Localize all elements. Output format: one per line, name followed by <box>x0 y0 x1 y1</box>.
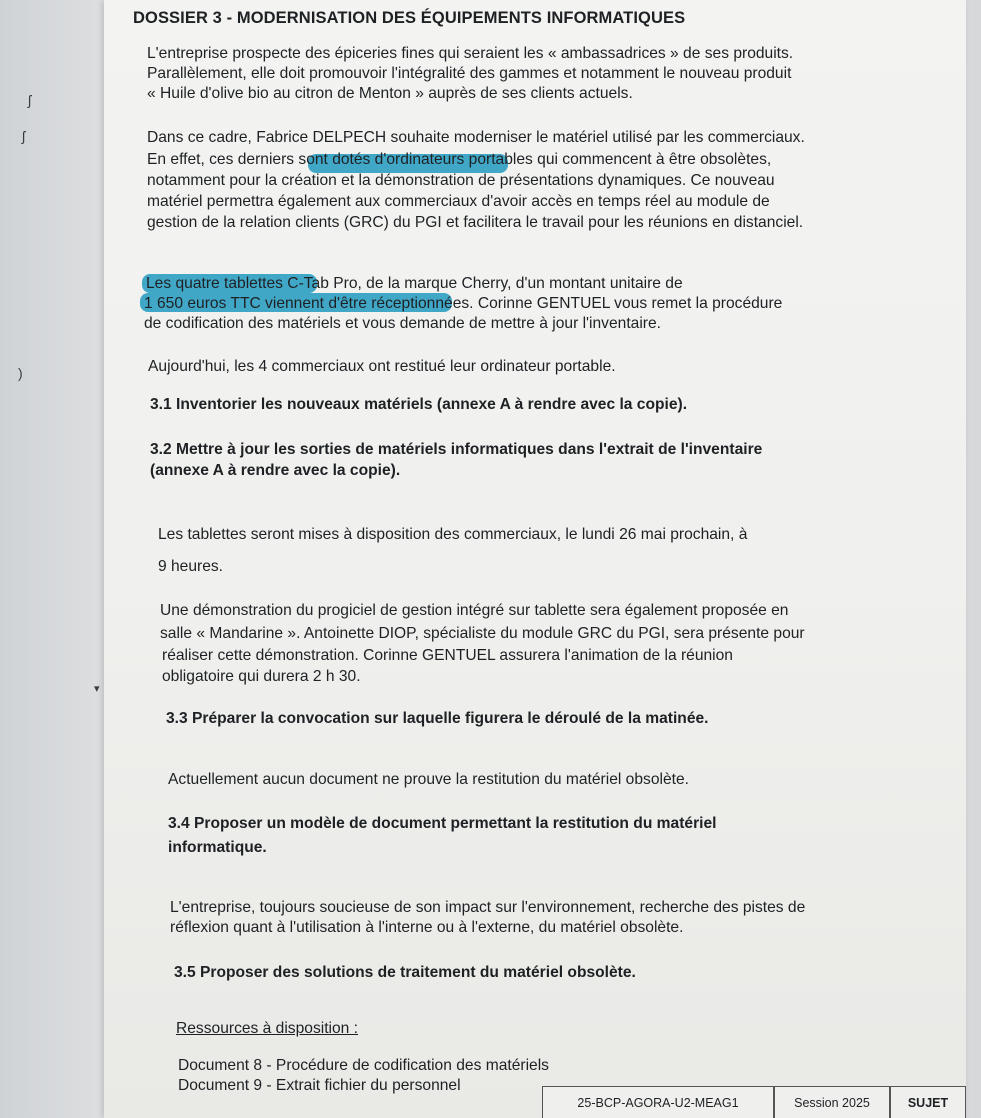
paragraph-line: réaliser cette démonstration. Corinne GENTUEL assurera l'animation de la réunion <box>162 647 733 664</box>
paragraph-line: 9 heures. <box>158 558 224 575</box>
question-3-4: informatique. <box>168 839 267 856</box>
resource-item: Document 9 - Extrait fichier du personnel <box>178 1077 461 1094</box>
paragraph-line: Parallèlement, elle doit promouvoir l'intégralité des gammes et notamment le nouveau produit <box>147 65 792 82</box>
margin-mark: ʃ <box>22 128 26 144</box>
paragraph-line: L'entreprise, toujours soucieuse de son impact sur l'environnement, recherche des pistes de <box>170 899 806 916</box>
footer-code <box>542 1086 774 1118</box>
question-3-4: 3.4 Proposer un modèle de document permettant la restitution du matériel <box>168 815 717 832</box>
footer-label-text: SUJET <box>907 1095 949 1110</box>
paragraph-line: gestion de la relation clients (GRC) du PGI et facilitera le travail pour les réunions en distanciel. <box>147 214 804 231</box>
question-3-2: 3.2 Mettre à jour les sorties de matériels informatiques dans l'extrait de l'inventaire <box>150 441 763 458</box>
footer-session-text: Session 2025 <box>794 1095 870 1110</box>
question-3-2: (annexe A à rendre avec la copie). <box>150 462 401 479</box>
question-3-3: 3.3 Préparer la convocation sur laquelle figurera le déroulé de la matinée. <box>166 710 709 727</box>
paragraph-line: de codification des matériels et vous demande de mettre à jour l'inventaire. <box>144 315 661 332</box>
margin-mark: ʃ <box>28 92 32 108</box>
paragraph-line: Aujourd'hui, les 4 commerciaux ont restitué leur ordinateur portable. <box>148 358 616 375</box>
paragraph-line: Les quatre tablettes C-Tab Pro, de la marque Cherry, d'un montant unitaire de <box>146 275 683 292</box>
paragraph-line: L'entreprise prospecte des épiceries fines qui seraient les « ambassadrices » de ses produits. <box>147 45 794 62</box>
paragraph-line: En effet, ces derniers sont dotés d'ordinateurs portables qui commencent à être obsolètes, <box>147 151 772 168</box>
paragraph-line: obligatoire qui durera 2 h 30. <box>162 668 361 685</box>
footer-code-text: 25-BCP-AGORA-U2-MEAG1 <box>577 1095 739 1110</box>
footer-label <box>890 1086 966 1118</box>
document-page <box>104 0 966 1118</box>
paragraph-line: Une démonstration du progiciel de gestion intégré sur tablette sera également proposée en <box>160 602 789 619</box>
resource-item: Document 8 - Procédure de codification des matériels <box>178 1057 549 1074</box>
paragraph-line: 1 650 euros TTC viennent d'être réceptionnées. Corinne GENTUEL vous remet la procédure <box>144 295 783 312</box>
paragraph-line: notamment pour la création et la démonstration de présentations dynamiques. Ce nouveau <box>147 172 775 189</box>
dossier-title: DOSSIER 3 - MODERNISATION DES ÉQUIPEMENTS INFORMATIQUES <box>133 9 686 27</box>
paragraph-line: matériel permettra également aux commerciaux d'avoir accès en temps réel au module de <box>147 193 770 210</box>
paragraph-line: Les tablettes seront mises à disposition des commerciaux, le lundi 26 mai prochain, à <box>158 526 748 543</box>
footer-session <box>774 1086 890 1118</box>
resources-heading: Ressources à disposition : <box>176 1020 359 1037</box>
paragraph-line: Actuellement aucun document ne prouve la restitution du matériel obsolète. <box>168 771 689 788</box>
margin-mark: ▾ <box>94 683 100 695</box>
margin-mark: ) <box>18 365 23 381</box>
paragraph-line: Dans ce cadre, Fabrice DELPECH souhaite moderniser le matériel utilisé par les commerciaux. <box>147 129 805 146</box>
paragraph-line: « Huile d'olive bio au citron de Menton » auprès de ses clients actuels. <box>147 85 633 102</box>
question-3-1: 3.1 Inventorier les nouveaux matériels (annexe A à rendre avec la copie). <box>150 396 688 413</box>
paragraph-line: salle « Mandarine ». Antoinette DIOP, spécialiste du module GRC du PGI, sera présente pour <box>160 625 805 642</box>
question-3-5: 3.5 Proposer des solutions de traitement du matériel obsolète. <box>174 964 636 981</box>
paragraph-line: réflexion quant à l'utilisation à l'interne ou à l'externe, du matériel obsolète. <box>170 919 684 936</box>
